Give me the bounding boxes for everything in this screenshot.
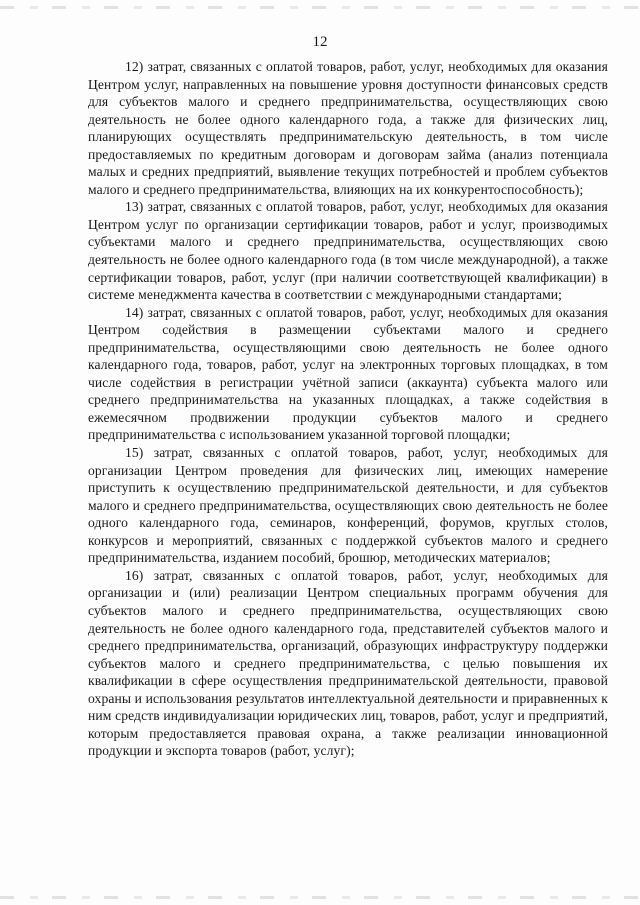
page-number: 12 [312, 34, 328, 50]
scan-edge-top [0, 6, 640, 9]
document-body [88, 58, 608, 760]
paragraph-item-12: 12) затрат, связанных с оплатой товаров, работ, услуг, необходимых для оказания Центром услуг, направленных на повышение уровня доступности финансовых средств для субъектов малого и среднего предпринимательства, осуществляющих свою деятельность не более одного календарного года, а также для физических лиц, планирующих осуществлять предпринимательскую деятельность, в том числе предоставляемых по кредитным договорам и договорам займа (анализ потенциала малых и средних предприятий, выявление текущих потребностей и проблем субъектов малого и среднего предпринимательства, влияющих на их конкурентоспособность); [88, 59, 608, 197]
paragraph-item-15: 15) затрат, связанных с оплатой товаров, работ, услуг, необходимых для организации Центром проведения для физических лиц, имеющих намерение приступить к осуществлению предпринимательской деятельности, и для субъектов малого и среднего предпринимательства, осуществляющих свою деятельность не более одного календарного года, семинаров, конференций, форумов, круглых столов, конкурсов и мероприятий, связанных с поддержкой субъектов малого и среднего предпринимательства, изданием пособий, брошюр, методических материалов; [88, 445, 608, 566]
paragraph-item-14: 14) затрат, связанных с оплатой товаров, работ, услуг, необходимых для оказания Центром содействия в размещении субъектами малого и среднего предпринимательства, осуществляющими свою деятельность не более одного календарного года, товаров, работ, услуг на электронных торговых площадках, в том числе содействия в регистрации учётной записи (аккаунта) субъекта малого или среднего предпринимательства на указанных площадках, а также содействия в ежемесячном продвижении продукции субъектов малого и среднего предпринимательства с использованием указанной торговой площадки; [88, 304, 608, 443]
paragraph-item-13: 13) затрат, связанных с оплатой товаров, работ, услуг, необходимых для оказания Центром услуг по организации сертификации товаров, работ и услуг, производимых субъектами малого и среднего предпринимательства, осуществляющих свою деятельность не более одного календарного года (в том числе международной), а также сертификации товаров, работ, услуг (при наличии соответствующей квалификации) в системе менеджмента качества в соответствии с международными стандартами; [88, 199, 608, 303]
paragraph-item-16: 16) затрат, связанных с оплатой товаров, работ, услуг, необходимых для организации и (или) реализации Центром специальных программ обучения для субъектов малого и среднего предпринимательства, осуществляющих свою деятельность не более одного календарного года, представителей субъектов малого и среднего предпринимательства, организаций, образующих инфраструктуру поддержки субъектов малого и среднего предпринимательства, с целью повышения их квалификации в сфере осуществления предпринимательской деятельности, правовой охраны и использования результатов интеллектуальной деятельности и приравненных к ним средств индивидуализации юридических лиц, товаров, работ, услуг и предприятий, которым предоставляется правовая охрана, а также реализации инновационной продукции и экспорта товаров (работ, услуг); [88, 567, 608, 759]
scan-edge-bottom [0, 896, 640, 899]
